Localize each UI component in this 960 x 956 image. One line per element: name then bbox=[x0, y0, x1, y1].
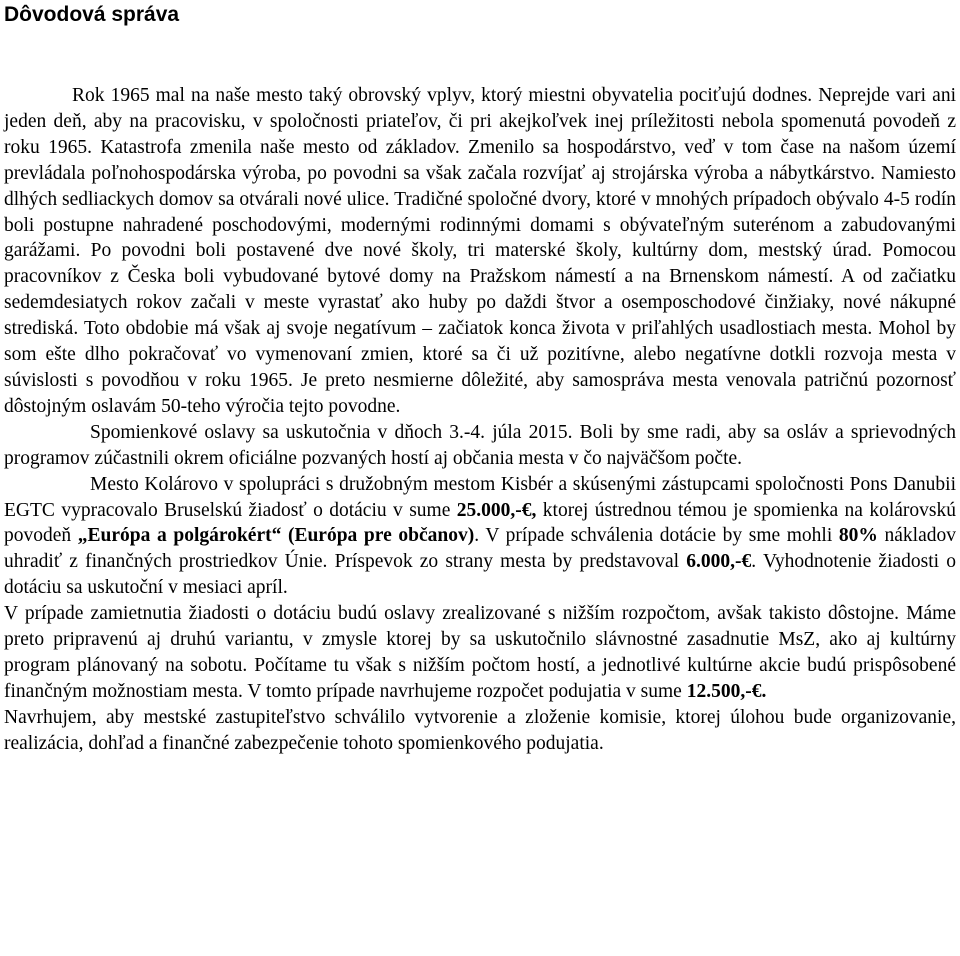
alternative-text-1: V prípade zamietnutia žiadosti o dotáciu budú oslavy zrealizované s nižším rozpočtom, avšak takisto dôstojne. Máme preto pripravenú aj druhú variantu, v zmysle ktorej by sa uskutočnilo slávnostné zasadnutie MsZ, ako aj kultúrny program plánovaný na sobotu. bbox=[4, 603, 956, 676]
alternative-budget: 12.500,-€. bbox=[686, 680, 767, 702]
paragraph-celebration: Spomienkové oslavy sa uskutočnia v dňoch 3.-4. júla 2015. Boli by sme radi, aby sa osláv a sprievodných programov zúčastnili okrem oficiálne pozvaných hostí aj občania mesta v čo najväčšom počte. bbox=[4, 421, 956, 469]
grant-amount: 25.000,-€, bbox=[456, 499, 537, 521]
grant-text-5: . Vyhodnotenie žiadosti o dotáciu sa uskutoční v mesiaci apríl. bbox=[4, 551, 956, 599]
paragraph-alternative bbox=[4, 601, 956, 705]
grant-text-1: Mesto Kolárovo v spolupráci s družobným mestom Kisbér a skúsenými zástupcami spoločnosti Pons Danubii EGTC vypracovalo Bruselskú žiadosť o dotáciu v sume bbox=[4, 473, 956, 521]
paragraph-grant bbox=[4, 472, 956, 602]
alternative-text-2: Počítame tu však s nižším počtom hostí, a jednotlivé kultúrne akcie budú prispôsobené finančným možnostiam mesta. bbox=[4, 654, 956, 702]
paragraph-history: Rok 1965 mal na naše mesto taký obrovský vplyv, ktorý miestni obyvatelia pociťujú dodnes. Neprejde vari ani jeden deň, aby na pracovisku, v spoločnosti priateľov, či pri akejkoľvek inej príležitosti nebola spomenutá povodeň z roku 1965. Katastrofa zmenila naše mesto od základov. Zmenilo sa hospodárstvo, veď v tom čase na našom území prevládala poľnohospodárska výroba, po povodni sa však začala rozvíjať aj strojárska výroba a nábytkárstvo. Namiesto dlhých sedliackych domov sa otvárali nové ulice. Tradičné spoločné dvory, ktoré v mnohých prípadoch obývalo 4-5 rodín boli postupne nahradené poschodovými, modernými rodinnými domami s obývateľným suterénom a zabudovanými garážami. Po povodni boli postavené dve nové školy, tri materské školy, kultúrny dom, mestský úrad. Pomocou pracovníkov z Česka boli vybudované bytové domy na Pražskom námestí a na Brnenskom námestí. A od začiatku sedemdesiatych rokov začali v meste vyrastať ako huby po daždi štvor a osemposchodové činžiaky, nové nákupné strediská. Toto obdobie má však aj svoje negatívum – začiatok konca života v priľahlých usadlostiach mesta. Mohol by som ešte dlho pokračovať vo vymenovaní zmien, ktoré sa či už pozitívne, alebo negatívne dotkli rozvoja mesta v súvislosti s povodňou v roku 1965. Je preto nesmierne dôležité, aby samospráva mesta venovala patričnú pozornosť dôstojným oslavám 50-teho výročia tejto povodne. bbox=[4, 85, 956, 417]
grant-text-3: . V prípade schválenia dotácie by sme mohli bbox=[474, 525, 839, 547]
document-title: Dôvodová správa bbox=[4, 3, 180, 26]
paragraph-proposal: Navrhujem, aby mestské zastupiteľstvo schválilo vytvorenie a zloženie komisie, ktorej úlohou bude organizovanie, realizácia, dohľad a finančné zabezpečenie tohoto spomienkového podujatia. bbox=[4, 706, 956, 754]
grant-theme: „Európa a polgárokért“ (Európa pre občanov) bbox=[77, 525, 475, 547]
grant-text-2: ktorej ústrednou témou je spomienka na kolárovskú povodeň bbox=[4, 499, 956, 547]
city-contribution: 6.000,-€ bbox=[686, 551, 752, 573]
alternative-text-3: V tomto prípade navrhujeme rozpočet podujatia v sume bbox=[242, 680, 687, 702]
grant-text-4: nákladov uhradiť z finančných prostriedkov Únie. Príspevok zo strany mesta by predstavoval bbox=[4, 525, 956, 573]
grant-percent: 80% bbox=[838, 525, 878, 547]
